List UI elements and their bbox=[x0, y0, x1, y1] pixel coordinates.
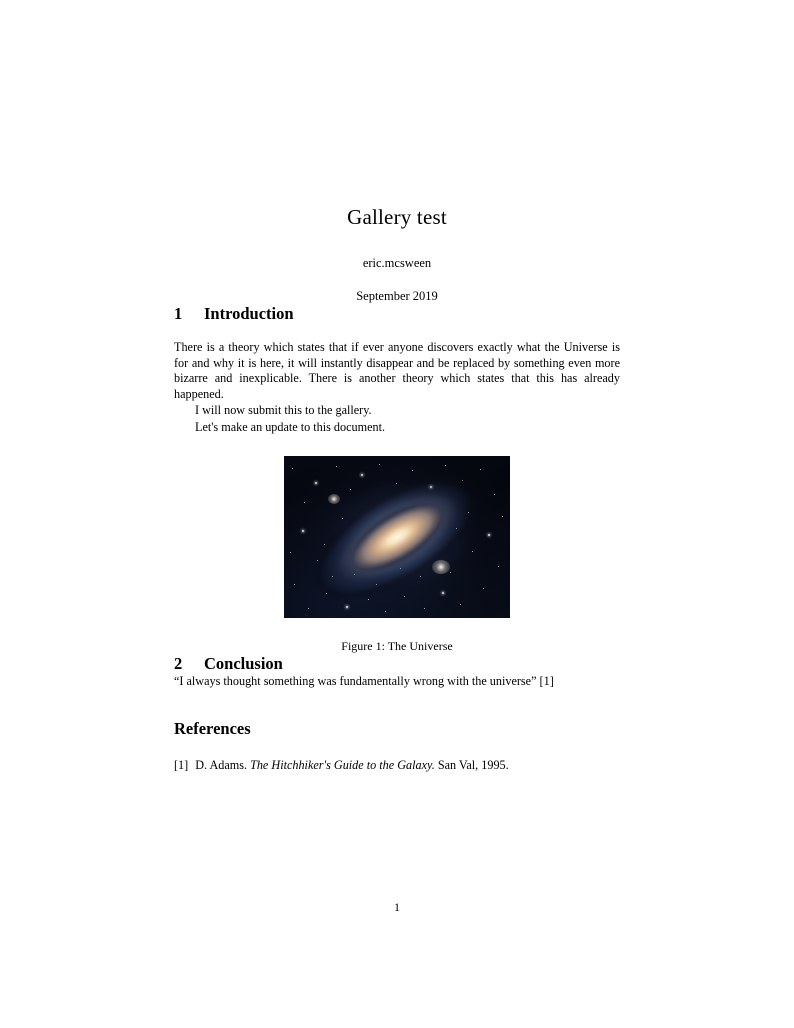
section-number-conclusion: 2 bbox=[174, 653, 183, 673]
figure-caption: Figure 1: The Universe bbox=[341, 638, 453, 653]
reference-work-title: The Hitchhiker's Guide to the Galaxy. bbox=[250, 758, 435, 773]
intro-paragraph-3: Let's make an update to this document. bbox=[195, 419, 386, 434]
section-heading-references: References bbox=[174, 719, 251, 739]
reference-author: D. Adams. bbox=[195, 758, 248, 773]
document-date: September 2019 bbox=[356, 289, 438, 303]
section-heading-conclusion bbox=[174, 654, 620, 674]
satellite-galaxy-lower bbox=[432, 560, 450, 574]
reference-item bbox=[174, 758, 620, 773]
galaxy-image bbox=[284, 456, 510, 618]
reference-publisher: San Val, 1995. bbox=[437, 758, 509, 773]
reference-number: [1] bbox=[174, 758, 189, 773]
section-title-introduction: Introduction bbox=[204, 304, 294, 323]
section-title-conclusion: Conclusion bbox=[204, 653, 283, 673]
reference-text bbox=[195, 758, 620, 773]
document-author: eric.mcsween bbox=[362, 256, 432, 270]
page-title: Gallery test bbox=[347, 205, 447, 229]
figure-block bbox=[174, 456, 620, 654]
intro-paragraph-2: I will now submit this to the gallery. bbox=[195, 403, 372, 418]
conclusion-quote: “I always thought something was fundamentally wrong with the universe” [1] bbox=[174, 673, 554, 688]
section-heading-introduction bbox=[174, 304, 620, 324]
satellite-galaxy-upper bbox=[328, 494, 340, 504]
document-body bbox=[174, 0, 620, 773]
intro-paragraph-1: There is a theory which states that if ever anyone discovers exactly what the Universe is for and why it is here, it will instantly disappear and be replaced by something even more bizarre and inexplicable. There is another theory which states that this has already happened. bbox=[174, 340, 620, 401]
page-number: 1 bbox=[394, 900, 400, 914]
section-number-introduction: 1 bbox=[174, 304, 183, 323]
